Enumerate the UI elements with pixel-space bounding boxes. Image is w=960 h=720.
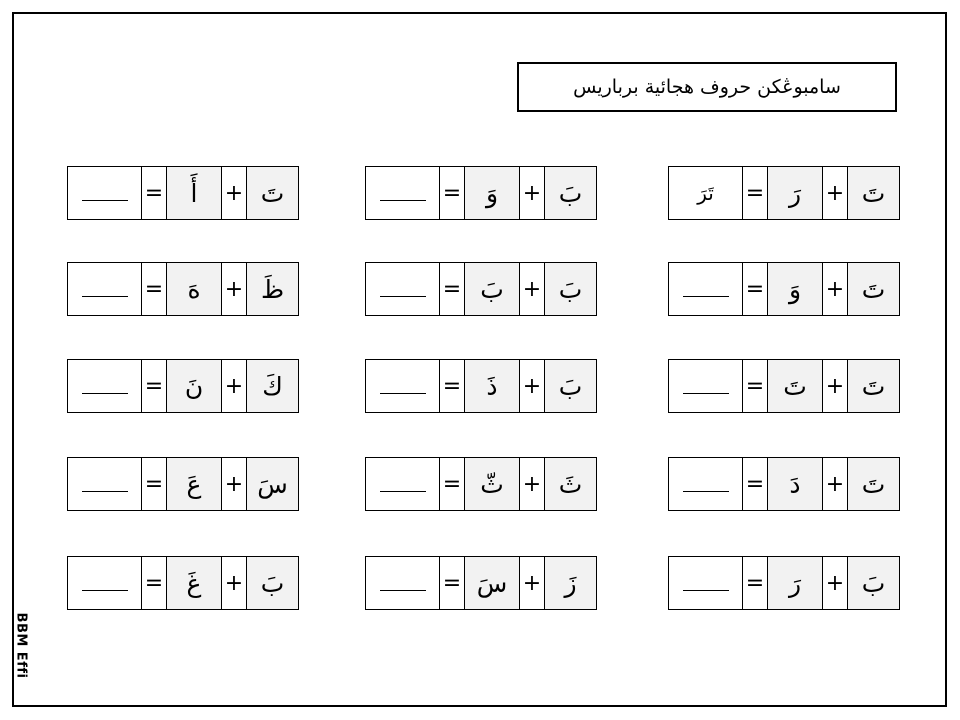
watermark-text: BBM Effi bbox=[13, 612, 29, 678]
second-letter: ذَ bbox=[464, 360, 519, 412]
answer-cell[interactable] bbox=[68, 167, 141, 219]
answer-cell[interactable] bbox=[669, 167, 742, 219]
answer-blank-line[interactable] bbox=[82, 296, 128, 297]
exercise-row bbox=[365, 556, 597, 610]
exercise-row bbox=[67, 556, 299, 610]
answer-cell[interactable] bbox=[366, 557, 439, 609]
first-letter: زَ bbox=[544, 557, 596, 609]
first-letter: تَ bbox=[847, 360, 899, 412]
answer-cell[interactable] bbox=[68, 458, 141, 510]
answer-cell[interactable] bbox=[68, 263, 141, 315]
second-letter: أَ bbox=[166, 167, 221, 219]
equals-sign: = bbox=[141, 167, 166, 219]
answer-cell[interactable] bbox=[669, 360, 742, 412]
answer-cell[interactable] bbox=[366, 458, 439, 510]
plus-sign: + bbox=[822, 263, 847, 315]
second-letter: رَ bbox=[767, 167, 822, 219]
equals-sign: = bbox=[141, 458, 166, 510]
equals-sign: = bbox=[439, 360, 464, 412]
equals-sign: = bbox=[439, 557, 464, 609]
first-letter: تَ bbox=[246, 167, 298, 219]
plus-sign: + bbox=[221, 557, 246, 609]
answer-wrap bbox=[697, 181, 714, 205]
exercise-row bbox=[365, 359, 597, 413]
first-letter: سَ bbox=[246, 458, 298, 510]
plus-sign: + bbox=[822, 557, 847, 609]
first-letter: بَ bbox=[847, 557, 899, 609]
equals-sign: = bbox=[742, 167, 767, 219]
exercise-row bbox=[668, 262, 900, 316]
second-letter: رَ bbox=[767, 557, 822, 609]
second-letter: دَ bbox=[767, 458, 822, 510]
answer-blank-line[interactable] bbox=[380, 200, 426, 201]
answer-text: تَرَ bbox=[697, 181, 714, 205]
second-letter: نَ bbox=[166, 360, 221, 412]
plus-sign: + bbox=[519, 167, 544, 219]
exercise-row bbox=[365, 457, 597, 511]
first-letter: تَ bbox=[847, 263, 899, 315]
answer-blank-line[interactable] bbox=[683, 491, 729, 492]
plus-sign: + bbox=[221, 360, 246, 412]
equals-sign: = bbox=[439, 263, 464, 315]
answer-blank-line[interactable] bbox=[683, 590, 729, 591]
equals-sign: = bbox=[141, 263, 166, 315]
equals-sign: = bbox=[742, 557, 767, 609]
plus-sign: + bbox=[221, 458, 246, 510]
first-letter: تَ bbox=[847, 167, 899, 219]
first-letter: ثَ bbox=[544, 458, 596, 510]
first-letter: بَ bbox=[544, 360, 596, 412]
answer-blank-line[interactable] bbox=[380, 491, 426, 492]
exercise-row bbox=[67, 457, 299, 511]
plus-sign: + bbox=[221, 263, 246, 315]
second-letter: ثّ bbox=[464, 458, 519, 510]
exercise-row bbox=[668, 166, 900, 220]
first-letter: كَ bbox=[246, 360, 298, 412]
exercise-row bbox=[668, 359, 900, 413]
answer-blank-line[interactable] bbox=[380, 296, 426, 297]
exercise-row bbox=[668, 556, 900, 610]
plus-sign: + bbox=[519, 263, 544, 315]
equals-sign: = bbox=[141, 557, 166, 609]
second-letter: هَ bbox=[166, 263, 221, 315]
plus-sign: + bbox=[221, 167, 246, 219]
exercise-row bbox=[365, 262, 597, 316]
second-letter: وَ bbox=[767, 263, 822, 315]
answer-cell[interactable] bbox=[366, 167, 439, 219]
answer-cell[interactable] bbox=[366, 263, 439, 315]
first-letter: تَ bbox=[847, 458, 899, 510]
equals-sign: = bbox=[439, 458, 464, 510]
answer-blank-line[interactable] bbox=[82, 393, 128, 394]
first-letter: بَ bbox=[544, 167, 596, 219]
answer-blank-line[interactable] bbox=[683, 296, 729, 297]
plus-sign: + bbox=[519, 360, 544, 412]
answer-cell[interactable] bbox=[669, 263, 742, 315]
answer-cell[interactable] bbox=[68, 360, 141, 412]
plus-sign: + bbox=[822, 167, 847, 219]
exercise-row bbox=[67, 166, 299, 220]
answer-blank-line[interactable] bbox=[380, 393, 426, 394]
answer-cell[interactable] bbox=[68, 557, 141, 609]
plus-sign: + bbox=[822, 458, 847, 510]
second-letter: سَ bbox=[464, 557, 519, 609]
second-letter: وَ bbox=[464, 167, 519, 219]
plus-sign: + bbox=[519, 458, 544, 510]
watermark-logo bbox=[6, 600, 36, 690]
answer-blank-line[interactable] bbox=[683, 393, 729, 394]
equals-sign: = bbox=[141, 360, 166, 412]
equals-sign: = bbox=[439, 167, 464, 219]
first-letter: بَ bbox=[544, 263, 596, 315]
second-letter: غَ bbox=[166, 557, 221, 609]
first-letter: بَ bbox=[246, 557, 298, 609]
overline-mark bbox=[845, 359, 889, 360]
plus-sign: + bbox=[519, 557, 544, 609]
equals-sign: = bbox=[742, 263, 767, 315]
second-letter: بَ bbox=[464, 263, 519, 315]
worksheet-title: سامبوڠكن حروف هجائية برباريس bbox=[517, 62, 897, 112]
plus-sign: + bbox=[822, 360, 847, 412]
exercise-row bbox=[67, 262, 299, 316]
answer-cell[interactable] bbox=[669, 557, 742, 609]
second-letter: تَ bbox=[767, 360, 822, 412]
equals-sign: = bbox=[742, 360, 767, 412]
exercise-row bbox=[668, 457, 900, 511]
first-letter: ظَ bbox=[246, 263, 298, 315]
exercise-row bbox=[365, 166, 597, 220]
answer-blank-line[interactable] bbox=[82, 491, 128, 492]
exercise-row bbox=[67, 359, 299, 413]
answer-cell[interactable] bbox=[669, 458, 742, 510]
equals-sign: = bbox=[742, 458, 767, 510]
answer-blank-line[interactable] bbox=[82, 590, 128, 591]
answer-blank-line[interactable] bbox=[380, 590, 426, 591]
answer-cell[interactable] bbox=[366, 360, 439, 412]
second-letter: عَ bbox=[166, 458, 221, 510]
answer-blank-line[interactable] bbox=[82, 200, 128, 201]
